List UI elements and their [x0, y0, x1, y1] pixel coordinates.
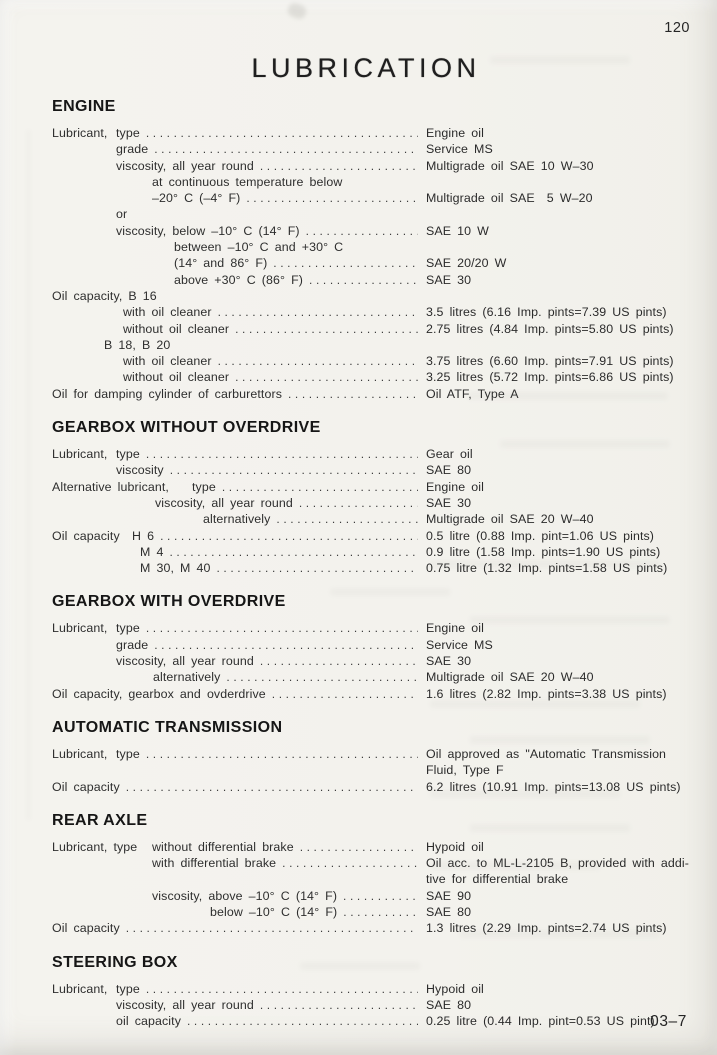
- spec-row: [52, 223, 690, 239]
- dot-leader: [235, 321, 418, 337]
- dot-leader: [299, 495, 418, 511]
- spec-value-line: Hypoid oil: [426, 981, 484, 996]
- spec-row-label-cell: [52, 255, 426, 271]
- spec-label-prefix: Lubricant,: [52, 126, 108, 140]
- spec-value: [426, 920, 690, 936]
- spec-row-label-cell: [52, 620, 426, 636]
- spec-row: [52, 669, 690, 685]
- spec-label: type: [116, 981, 140, 996]
- spec-row-label-cell: [52, 223, 426, 239]
- dot-leader: [146, 620, 418, 636]
- spec-value-line: Oil approved as "Automatic Transmission: [426, 746, 667, 761]
- dot-leader: [146, 746, 418, 762]
- spec-row-label-cell: [52, 495, 426, 511]
- section-heading: GEARBOX WITH OVERDRIVE: [52, 593, 286, 611]
- spec-label: without oil cleaner: [123, 370, 230, 385]
- page-title: LUBRICATION: [251, 53, 481, 83]
- dot-leader: [154, 637, 418, 653]
- spec-row: [52, 206, 690, 222]
- spec-row: [52, 637, 690, 653]
- spec-row: [52, 462, 690, 478]
- spec-row-label-cell: [52, 669, 426, 685]
- spec-label: viscosity, above –10° C (14° F): [152, 888, 338, 903]
- spec-value-line: SAE 20/20 W: [426, 256, 507, 271]
- dot-leader: [300, 839, 418, 855]
- spec-value: [426, 304, 690, 320]
- spec-value-line: Service MS: [426, 142, 493, 157]
- section-gearbox-without-overdrive: [52, 419, 690, 576]
- section-page-ref: 03–7: [650, 1013, 687, 1030]
- spec-row: [52, 239, 690, 255]
- spec-row-label-cell: [52, 855, 426, 871]
- section-heading: REAR AXLE: [52, 811, 148, 829]
- spec-row-label-cell: [52, 304, 426, 320]
- dot-leader: [160, 528, 418, 544]
- spec-value-line: SAE 80: [426, 904, 472, 919]
- spec-value: [426, 190, 690, 206]
- spec-label: between –10° C and +30° C: [174, 240, 344, 255]
- spec-row: [52, 190, 690, 206]
- spec-value: [426, 125, 690, 141]
- spec-row-label-cell: [52, 779, 426, 795]
- spec-label-prefix: Lubricant,: [52, 621, 108, 636]
- spec-row: [52, 353, 690, 369]
- spec-row: [52, 511, 690, 527]
- spec-row-label-cell: [52, 272, 426, 288]
- spec-label: viscosity, all year round: [116, 654, 254, 669]
- spec-label: M 4: [140, 544, 164, 559]
- spec-row: [52, 288, 690, 304]
- spec-value-line: 3.5 litres (6.16 Imp. pints=7.39 US pints): [426, 305, 667, 320]
- spec-label-prefix: Lubricant,: [52, 447, 108, 462]
- spec-row-label-cell: [52, 653, 426, 669]
- dot-leader: [309, 272, 418, 288]
- spec-value: [426, 981, 690, 997]
- section-engine: [52, 98, 690, 402]
- spec-value-line: SAE 30: [426, 495, 472, 510]
- spec-row: [52, 560, 690, 576]
- spec-row-label-cell: [52, 446, 426, 462]
- spec-value: [426, 255, 690, 271]
- spec-value: [426, 653, 690, 669]
- dot-leader: [260, 997, 418, 1013]
- section-rear-axle: [52, 812, 690, 937]
- dot-leader: [170, 462, 418, 478]
- spec-value: [426, 158, 690, 174]
- spec-row: [52, 920, 690, 936]
- spec-row-label-cell: [52, 528, 426, 544]
- spec-row: [52, 528, 690, 544]
- dot-leader: [154, 141, 418, 157]
- spec-row: [52, 321, 690, 337]
- spec-row: [52, 620, 690, 636]
- dot-leader: [306, 223, 418, 239]
- spec-row-label-cell: [52, 369, 426, 385]
- spec-row-label-cell: [52, 839, 426, 855]
- spec-row: [52, 981, 690, 997]
- spec-label: viscosity, below –10° C (14° F): [116, 223, 300, 238]
- spec-value-line: Service MS: [426, 637, 493, 652]
- section-heading: STEERING BOX: [52, 953, 178, 971]
- spec-value: [426, 637, 690, 653]
- spec-row: [52, 386, 690, 402]
- spec-row: [52, 997, 690, 1013]
- spec-value-line: Gear oil: [426, 447, 473, 462]
- spec-row: [52, 255, 690, 271]
- spec-value: [426, 669, 690, 685]
- spec-row-label-cell: [52, 125, 426, 141]
- spec-value-line: Fluid, Type F: [426, 763, 504, 778]
- spec-value: [426, 369, 690, 385]
- spec-label: alternatively: [203, 512, 271, 527]
- spec-row: [52, 653, 690, 669]
- spec-label: at continuous temperature below: [152, 174, 343, 189]
- dot-leader: [126, 779, 418, 795]
- spec-label: viscosity, all year round: [155, 495, 293, 510]
- spec-value: [426, 223, 690, 239]
- spec-label: type: [116, 746, 140, 761]
- spec-value: [426, 560, 690, 576]
- spec-row-label-cell: [52, 206, 426, 222]
- spec-value-line: Oil acc. to ML-L-2105 B, provided with addi-: [426, 856, 689, 871]
- spec-row: [52, 904, 690, 920]
- spec-value-line: Multigrade oil SAE 20 W–40: [426, 670, 594, 685]
- spec-value-line: Hypoid oil: [426, 839, 484, 854]
- spec-row: [52, 174, 690, 190]
- spec-value-line: 0.5 litre (0.88 Imp. pint=1.06 US pints): [426, 528, 655, 543]
- dot-leader: [218, 353, 418, 369]
- spec-label: above +30° C (86° F): [174, 272, 304, 287]
- dot-leader: [169, 544, 418, 560]
- spec-row: [52, 158, 690, 174]
- spec-label: viscosity, all year round: [116, 158, 254, 173]
- spec-value-line: Engine oil: [426, 479, 484, 494]
- spec-label: grade: [116, 142, 149, 157]
- spec-label-prefix: Alternative lubricant,: [52, 479, 169, 494]
- spec-row-label-cell: [52, 288, 426, 304]
- spec-label: Oil for damping cylinder of carburettors: [52, 386, 282, 401]
- spec-value: [426, 528, 690, 544]
- spec-value: [426, 272, 690, 288]
- spec-row-label-cell: [52, 158, 426, 174]
- dot-leader: [272, 686, 418, 702]
- spec-label: Oil capacity, gearbox and ovderdrive: [52, 686, 266, 701]
- spec-value: [426, 839, 690, 855]
- spec-row: [52, 337, 690, 353]
- spec-value-line: Engine oil: [426, 126, 484, 140]
- spec-value: [426, 321, 690, 337]
- spec-row-label-cell: [52, 174, 426, 190]
- spec-row-label-cell: [52, 637, 426, 653]
- dot-leader: [343, 904, 418, 920]
- spec-row-label-cell: [52, 686, 426, 702]
- spec-label: alternatively: [153, 670, 221, 685]
- spec-row: [52, 855, 690, 888]
- spec-value-line: SAE 10 W: [426, 223, 489, 238]
- spec-value-line: SAE 80: [426, 463, 472, 478]
- dot-leader: [276, 511, 418, 527]
- spec-value: [426, 746, 690, 779]
- spec-row-label-cell: [52, 746, 426, 762]
- spec-row: [52, 125, 690, 141]
- dot-leader: [235, 369, 418, 385]
- spec-label: Oil capacity: [52, 779, 120, 794]
- spec-value: [426, 462, 690, 478]
- section-automatic-transmission: [52, 719, 690, 795]
- spec-value: [426, 511, 690, 527]
- spec-value: [426, 888, 690, 904]
- spec-label: oil capacity: [116, 1014, 181, 1029]
- section-steering-box: [52, 954, 690, 1030]
- spec-label: type: [192, 479, 216, 494]
- spec-value: [426, 997, 690, 1013]
- spec-value-line: 1.6 litres (2.82 Imp. pints=3.38 US pints): [426, 686, 667, 701]
- spec-label: Oil capacity: [52, 921, 120, 936]
- dot-leader: [260, 653, 418, 669]
- spec-row-label-cell: [52, 888, 426, 904]
- spec-row-label-cell: [52, 462, 426, 478]
- spec-value: [426, 495, 690, 511]
- spec-row: [52, 141, 690, 157]
- dot-leader: [218, 304, 418, 320]
- spec-value-line: 1.3 litres (2.29 Imp. pints=2.74 US pints): [426, 921, 667, 936]
- spec-label: without oil cleaner: [123, 321, 230, 336]
- spec-row: [52, 1013, 690, 1029]
- section-heading: GEARBOX WITHOUT OVERDRIVE: [52, 419, 321, 437]
- scan-artifact: [27, 130, 30, 820]
- spec-label-prefix: Oil capacity: [52, 528, 120, 543]
- spec-value: [426, 620, 690, 636]
- section-gearbox-with-overdrive: [52, 593, 690, 701]
- spec-value: [426, 779, 690, 795]
- spec-row-label-cell: [52, 560, 426, 576]
- spec-value: [426, 855, 690, 888]
- spec-row: [52, 479, 690, 495]
- spec-label: H 6: [132, 528, 155, 543]
- spec-row-label-cell: [52, 190, 426, 206]
- spec-value-line: tive for differential brake: [426, 872, 569, 887]
- spec-label: with oil cleaner: [123, 305, 212, 320]
- dot-leader: [146, 125, 418, 141]
- spec-value-line: 6.2 litres (10.91 Imp. pints=13.08 US pints): [426, 779, 681, 794]
- spec-label: or: [116, 207, 128, 222]
- dot-leader: [260, 158, 418, 174]
- spec-row: [52, 272, 690, 288]
- spec-label-prefix: Lubricant,: [52, 746, 108, 761]
- section-heading: ENGINE: [52, 98, 116, 115]
- spec-label: with differential brake: [152, 856, 277, 871]
- spec-row-label-cell: [52, 920, 426, 936]
- spec-label: type: [116, 126, 140, 140]
- spec-value-line: Engine oil: [426, 621, 484, 636]
- spec-label: viscosity: [116, 463, 164, 478]
- spec-row-label-cell: [52, 479, 426, 495]
- spec-value: [426, 686, 690, 702]
- spec-row-label-cell: [52, 353, 426, 369]
- spec-row: [52, 304, 690, 320]
- dot-leader: [126, 920, 418, 936]
- dot-leader: [343, 888, 418, 904]
- dot-leader: [222, 479, 418, 495]
- spec-value: [426, 544, 690, 560]
- spec-row: [52, 544, 690, 560]
- spec-value-line: 0.75 litre (1.32 Imp. pints=1.58 US pints): [426, 561, 668, 576]
- spec-value-line: SAE 80: [426, 997, 472, 1012]
- spec-value-line: SAE 30: [426, 654, 472, 669]
- dot-leader: [288, 386, 418, 402]
- spec-row-label-cell: [52, 511, 426, 527]
- spec-row: [52, 746, 690, 779]
- spec-row: [52, 839, 690, 855]
- spec-row: [52, 779, 690, 795]
- spec-value-line: Multigrade oil SAE 10 W–30: [426, 158, 594, 173]
- spec-label: type: [116, 621, 140, 636]
- dot-leader: [273, 255, 418, 271]
- spec-value-line: Multigrade oil SAE 5 W–20: [426, 191, 593, 206]
- spec-row-label-cell: [52, 544, 426, 560]
- spec-label: without differential brake: [152, 839, 294, 854]
- spec-row: [52, 446, 690, 462]
- scan-artifact: [286, 1, 308, 20]
- spec-value: [426, 479, 690, 495]
- spec-label: type: [116, 447, 140, 462]
- spec-row: [52, 686, 690, 702]
- dot-leader: [226, 669, 418, 685]
- spec-value-line: Oil ATF, Type A: [426, 386, 519, 401]
- spec-value-line: Multigrade oil SAE 20 W–40: [426, 512, 594, 527]
- dot-leader: [246, 190, 418, 206]
- spec-label: Oil capacity, B 16: [52, 288, 157, 303]
- spec-row-label-cell: [52, 141, 426, 157]
- spec-row-label-cell: [52, 1013, 426, 1029]
- spec-row: [52, 495, 690, 511]
- spec-label-prefix: Lubricant,: [52, 981, 108, 996]
- spec-value: [426, 141, 690, 157]
- spec-value-line: 0.9 litre (1.58 Imp. pints=1.90 US pints): [426, 544, 661, 559]
- spec-row-label-cell: [52, 997, 426, 1013]
- spec-value: [426, 446, 690, 462]
- spec-label: B 18, B 20: [104, 337, 171, 352]
- spec-value: [426, 386, 690, 402]
- spec-value-line: SAE 90: [426, 888, 472, 903]
- spec-row-label-cell: [52, 337, 426, 353]
- spec-label: below –10° C (14° F): [210, 904, 338, 919]
- spec-label: grade: [116, 637, 149, 652]
- dot-leader: [187, 1013, 418, 1029]
- spec-row: [52, 369, 690, 385]
- spec-label: –20° C (–4° F): [152, 191, 241, 206]
- spec-label: M 30, M 40: [140, 561, 211, 576]
- spec-value-line: SAE 30: [426, 272, 472, 287]
- spec-value-line: 3.75 litres (6.60 Imp. pints=7.91 US pints): [426, 354, 674, 369]
- spec-value-line: 0.25 litre (0.44 Imp. pint=0.53 US pint): [426, 1014, 655, 1029]
- spec-row-label-cell: [52, 981, 426, 997]
- spec-value-line: 2.75 litres (4.84 Imp. pints=5.80 US pints): [426, 321, 674, 336]
- spec-row: [52, 888, 690, 904]
- section-heading: AUTOMATIC TRANSMISSION: [52, 718, 283, 736]
- spec-label: (14° and 86° F): [174, 256, 268, 271]
- spec-label: viscosity, all year round: [116, 997, 254, 1012]
- spec-label: with oil cleaner: [123, 354, 212, 369]
- spec-row-label-cell: [52, 386, 426, 402]
- spec-row-label-cell: [52, 321, 426, 337]
- spec-value-line: 3.25 litres (5.72 Imp. pints=6.86 US pints): [426, 370, 674, 385]
- spec-value: [426, 353, 690, 369]
- dot-leader: [282, 855, 418, 871]
- spec-row-label-cell: [52, 904, 426, 920]
- dot-leader: [146, 446, 418, 462]
- dot-leader: [146, 981, 418, 997]
- dot-leader: [216, 560, 418, 576]
- spec-row-label-cell: [52, 239, 426, 255]
- spec-label-prefix: Lubricant, type: [52, 839, 138, 854]
- spec-sections: [52, 98, 690, 1029]
- spec-value: [426, 904, 690, 920]
- page-number: 120: [664, 20, 690, 36]
